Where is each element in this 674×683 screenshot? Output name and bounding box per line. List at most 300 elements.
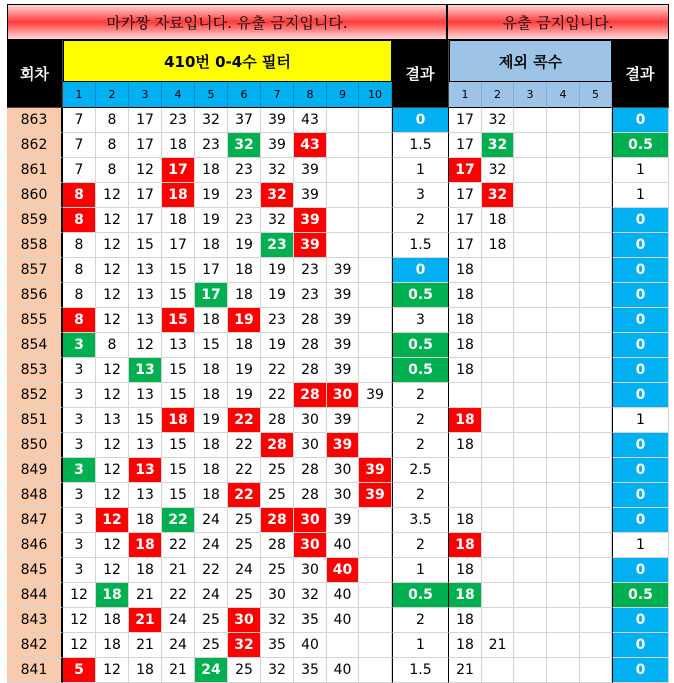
number-cell: 24 [195, 658, 228, 683]
number-cell: 12 [96, 283, 129, 308]
number-cell: 12 [63, 583, 96, 608]
round-cell: 842 [7, 633, 63, 658]
number-cell: 18 [129, 508, 162, 533]
exclude-cell [482, 458, 514, 483]
exclude-cell: 18 [482, 233, 514, 258]
number-cell: 28 [261, 508, 294, 533]
number-cell [359, 183, 392, 208]
number-cell: 22 [228, 433, 261, 458]
number-cell: 39 [327, 508, 359, 533]
exclude-cell [547, 658, 580, 683]
number-cell: 22 [162, 508, 195, 533]
number-cell: 15 [162, 283, 195, 308]
number-cell: 39 [327, 283, 359, 308]
result-cell: 1 [392, 633, 449, 658]
exclude-cell: 21 [482, 633, 514, 658]
number-cell [327, 233, 359, 258]
number-cell: 18 [195, 433, 228, 458]
number-cell [359, 558, 392, 583]
number-cell [359, 158, 392, 183]
exclude-cell: 18 [449, 433, 482, 458]
number-cell: 17 [195, 283, 228, 308]
exclude-cell [482, 383, 514, 408]
number-cell: 17 [195, 258, 228, 283]
exclude-cell: 18 [449, 558, 482, 583]
exclude-cell [514, 108, 547, 133]
number-cell: 13 [129, 258, 162, 283]
round-cell: 856 [7, 283, 63, 308]
result2-cell: 0 [612, 458, 669, 483]
number-cell [359, 433, 392, 458]
exclude-cell [547, 483, 580, 508]
filter-col-number: 3 [129, 82, 162, 108]
result-cell: 2 [392, 208, 449, 233]
filter-col-number: 6 [228, 82, 261, 108]
result-cell: 0.5 [392, 283, 449, 308]
number-cell: 39 [294, 233, 327, 258]
exclude-cell [514, 233, 547, 258]
number-cell: 40 [327, 558, 359, 583]
number-cell: 25 [195, 633, 228, 658]
number-cell [359, 258, 392, 283]
exclude-cell: 17 [449, 133, 482, 158]
exclude-cell: 17 [449, 158, 482, 183]
number-cell: 7 [63, 158, 96, 183]
round-cell: 841 [7, 658, 63, 683]
exclude-cell: 18 [449, 608, 482, 633]
number-cell: 24 [195, 508, 228, 533]
number-cell: 18 [162, 133, 195, 158]
number-cell: 39 [327, 308, 359, 333]
number-cell: 13 [129, 308, 162, 333]
number-cell: 17 [129, 183, 162, 208]
number-cell: 18 [195, 158, 228, 183]
number-cell: 22 [228, 483, 261, 508]
exclude-cell [514, 308, 547, 333]
number-cell: 40 [327, 658, 359, 683]
exclude-cell [547, 433, 580, 458]
number-cell: 30 [294, 433, 327, 458]
exclude-cell [482, 608, 514, 633]
number-cell: 40 [294, 633, 327, 658]
number-cell: 7 [63, 108, 96, 133]
number-cell: 43 [294, 133, 327, 158]
round-cell: 863 [7, 108, 63, 133]
exclude-cell [514, 633, 547, 658]
result2-cell: 0 [612, 483, 669, 508]
exclude-cell [482, 408, 514, 433]
exclude-cell [482, 508, 514, 533]
exclude-cell [514, 133, 547, 158]
exclude-cell [482, 308, 514, 333]
number-cell: 23 [195, 133, 228, 158]
number-cell: 28 [294, 458, 327, 483]
number-cell: 19 [228, 233, 261, 258]
exclude-cell: 18 [449, 508, 482, 533]
exclude-cell [514, 258, 547, 283]
number-cell: 21 [162, 658, 195, 683]
number-cell: 19 [261, 283, 294, 308]
number-cell: 30 [327, 383, 359, 408]
number-cell: 3 [63, 358, 96, 383]
number-cell [327, 133, 359, 158]
header-result1: 결과 [392, 40, 449, 108]
exclude-cell: 32 [482, 108, 514, 133]
exclude-cell [449, 458, 482, 483]
number-cell: 15 [162, 358, 195, 383]
number-cell: 18 [228, 258, 261, 283]
exclude-cell: 18 [449, 633, 482, 658]
number-cell [359, 133, 392, 158]
number-cell: 8 [63, 183, 96, 208]
number-cell: 40 [327, 583, 359, 608]
number-cell [359, 208, 392, 233]
exclude-cell: 18 [449, 258, 482, 283]
number-cell [327, 158, 359, 183]
exclude-cell: 32 [482, 158, 514, 183]
exclude-cell [514, 608, 547, 633]
result2-cell: 0 [612, 108, 669, 133]
number-cell: 19 [228, 308, 261, 333]
number-cell: 12 [96, 533, 129, 558]
result2-cell: 0.5 [612, 133, 669, 158]
number-cell: 3 [63, 408, 96, 433]
number-cell: 8 [96, 158, 129, 183]
exclude-cell [514, 183, 547, 208]
exclude-cell [482, 433, 514, 458]
exclude-cell: 18 [449, 408, 482, 433]
number-cell: 12 [96, 183, 129, 208]
number-cell: 39 [327, 258, 359, 283]
number-cell: 32 [261, 183, 294, 208]
exclude-cell [514, 658, 547, 683]
number-cell: 18 [195, 383, 228, 408]
exclude-cell: 17 [449, 233, 482, 258]
number-cell: 8 [96, 133, 129, 158]
result2-cell: 0 [612, 433, 669, 458]
number-cell: 39 [294, 208, 327, 233]
number-cell: 32 [195, 108, 228, 133]
number-cell: 32 [294, 583, 327, 608]
round-cell: 845 [7, 558, 63, 583]
exclude-col-number: 4 [547, 82, 580, 108]
exclude-cell [547, 583, 580, 608]
number-cell: 13 [129, 383, 162, 408]
result-cell: 1 [392, 158, 449, 183]
number-cell: 25 [195, 608, 228, 633]
exclude-cell [547, 308, 580, 333]
exclude-col-number: 2 [482, 82, 514, 108]
result-cell: 0 [392, 258, 449, 283]
number-cell: 8 [96, 108, 129, 133]
number-cell: 18 [129, 533, 162, 558]
exclude-cell [482, 358, 514, 383]
number-cell: 30 [294, 508, 327, 533]
number-cell: 18 [96, 633, 129, 658]
number-cell [359, 633, 392, 658]
number-cell: 22 [162, 583, 195, 608]
number-cell: 23 [228, 158, 261, 183]
number-cell: 18 [96, 608, 129, 633]
exclude-cell: 18 [449, 533, 482, 558]
number-cell: 18 [195, 308, 228, 333]
number-cell: 40 [327, 533, 359, 558]
number-cell: 19 [228, 358, 261, 383]
exclude-col-number: 3 [514, 82, 547, 108]
exclude-cell [547, 533, 580, 558]
result-cell: 2 [392, 483, 449, 508]
number-cell: 17 [129, 108, 162, 133]
number-cell: 8 [63, 208, 96, 233]
number-cell [359, 608, 392, 633]
result2-cell: 0 [612, 633, 669, 658]
result-cell: 2 [392, 408, 449, 433]
exclude-cell [580, 133, 612, 158]
number-cell: 35 [261, 633, 294, 658]
number-cell [359, 108, 392, 133]
round-cell: 862 [7, 133, 63, 158]
number-cell: 3 [63, 508, 96, 533]
round-cell: 851 [7, 408, 63, 433]
number-cell: 39 [327, 358, 359, 383]
exclude-cell [449, 383, 482, 408]
exclude-cell [580, 233, 612, 258]
number-cell: 24 [228, 558, 261, 583]
exclude-cell [580, 608, 612, 633]
exclude-cell [580, 533, 612, 558]
header-round: 회차 [7, 40, 63, 108]
exclude-cell [482, 483, 514, 508]
number-cell: 21 [129, 583, 162, 608]
exclude-cell [580, 333, 612, 358]
result-cell: 2 [392, 383, 449, 408]
exclude-cell [514, 283, 547, 308]
number-cell: 13 [129, 458, 162, 483]
exclude-cell [547, 608, 580, 633]
number-cell: 28 [294, 383, 327, 408]
exclude-cell: 18 [449, 308, 482, 333]
result2-cell: 0 [612, 658, 669, 683]
number-cell: 15 [162, 483, 195, 508]
number-cell: 35 [294, 608, 327, 633]
number-cell: 22 [228, 408, 261, 433]
result2-cell: 0 [612, 358, 669, 383]
exclude-cell [514, 483, 547, 508]
result2-cell: 0 [612, 258, 669, 283]
number-cell: 28 [261, 408, 294, 433]
number-cell [359, 583, 392, 608]
result2-cell: 0 [612, 308, 669, 333]
number-cell: 5 [63, 658, 96, 683]
number-cell: 25 [228, 658, 261, 683]
number-cell: 22 [162, 533, 195, 558]
exclude-cell [514, 558, 547, 583]
number-cell: 19 [195, 208, 228, 233]
result-cell: 1.5 [392, 133, 449, 158]
number-cell: 19 [228, 383, 261, 408]
exclude-col-number: 1 [449, 82, 482, 108]
number-cell: 18 [162, 183, 195, 208]
number-cell: 15 [162, 433, 195, 458]
result2-cell: 1 [612, 408, 669, 433]
number-cell: 19 [261, 258, 294, 283]
exclude-cell: 17 [449, 208, 482, 233]
number-cell: 3 [63, 558, 96, 583]
number-cell: 12 [96, 383, 129, 408]
number-cell: 30 [261, 583, 294, 608]
number-cell: 18 [96, 583, 129, 608]
number-cell: 17 [129, 133, 162, 158]
number-cell: 8 [63, 283, 96, 308]
number-cell: 28 [261, 533, 294, 558]
number-cell: 24 [195, 533, 228, 558]
number-cell: 28 [294, 358, 327, 383]
number-cell [327, 183, 359, 208]
result2-cell: 1 [612, 533, 669, 558]
number-cell: 21 [129, 633, 162, 658]
round-cell: 859 [7, 208, 63, 233]
result-cell: 2 [392, 533, 449, 558]
number-cell: 23 [261, 308, 294, 333]
number-cell: 13 [129, 283, 162, 308]
exclude-cell [514, 158, 547, 183]
number-cell [359, 233, 392, 258]
number-cell: 39 [327, 408, 359, 433]
exclude-cell [580, 208, 612, 233]
number-cell: 30 [327, 458, 359, 483]
exclude-cell [547, 458, 580, 483]
filter-col-number: 8 [294, 82, 327, 108]
number-cell: 21 [129, 608, 162, 633]
number-cell: 15 [162, 383, 195, 408]
exclude-cell: 18 [449, 333, 482, 358]
number-cell: 21 [162, 558, 195, 583]
number-cell: 15 [129, 408, 162, 433]
number-cell: 13 [129, 358, 162, 383]
exclude-cell [547, 133, 580, 158]
number-cell: 22 [195, 558, 228, 583]
number-cell: 8 [63, 308, 96, 333]
number-cell [359, 508, 392, 533]
result-cell: 0.5 [392, 358, 449, 383]
number-cell: 8 [63, 258, 96, 283]
exclude-cell [547, 633, 580, 658]
number-cell [327, 633, 359, 658]
exclude-cell [580, 483, 612, 508]
number-cell: 39 [294, 158, 327, 183]
number-cell: 39 [359, 483, 392, 508]
exclude-cell [547, 333, 580, 358]
exclude-cell [547, 108, 580, 133]
result-cell: 2 [392, 433, 449, 458]
exclude-cell [547, 358, 580, 383]
exclude-cell: 32 [482, 183, 514, 208]
filter-col-number: 1 [63, 82, 96, 108]
number-cell: 18 [129, 658, 162, 683]
number-cell: 12 [129, 333, 162, 358]
number-cell: 30 [294, 408, 327, 433]
number-cell [359, 333, 392, 358]
number-cell: 15 [162, 458, 195, 483]
filter-col-number: 10 [359, 82, 392, 108]
number-cell: 25 [261, 558, 294, 583]
number-cell: 12 [96, 208, 129, 233]
result2-cell: 0 [612, 208, 669, 233]
number-cell: 12 [96, 258, 129, 283]
number-cell: 24 [162, 633, 195, 658]
exclude-cell [580, 183, 612, 208]
exclude-cell [580, 458, 612, 483]
number-cell: 18 [129, 558, 162, 583]
number-cell: 3 [63, 383, 96, 408]
exclude-cell: 18 [449, 583, 482, 608]
number-cell: 23 [294, 283, 327, 308]
number-cell: 7 [63, 133, 96, 158]
number-cell: 8 [63, 233, 96, 258]
number-cell: 28 [261, 433, 294, 458]
number-cell: 30 [294, 533, 327, 558]
exclude-cell [482, 283, 514, 308]
number-cell: 15 [195, 333, 228, 358]
number-cell: 13 [96, 408, 129, 433]
number-cell: 32 [261, 158, 294, 183]
result-cell: 2.5 [392, 458, 449, 483]
number-cell [359, 308, 392, 333]
exclude-cell [547, 408, 580, 433]
number-cell [327, 208, 359, 233]
exclude-cell [580, 633, 612, 658]
number-cell: 13 [129, 483, 162, 508]
number-cell: 28 [294, 308, 327, 333]
number-cell: 19 [195, 183, 228, 208]
number-cell: 13 [129, 433, 162, 458]
number-cell: 22 [228, 458, 261, 483]
exclude-cell [514, 533, 547, 558]
exclude-cell [580, 383, 612, 408]
exclude-cell [580, 108, 612, 133]
exclude-cell [547, 233, 580, 258]
number-cell: 12 [63, 608, 96, 633]
result2-cell: 0 [612, 508, 669, 533]
exclude-col-number: 5 [580, 82, 612, 108]
round-cell: 853 [7, 358, 63, 383]
number-cell: 18 [162, 408, 195, 433]
round-cell: 849 [7, 458, 63, 483]
round-cell: 855 [7, 308, 63, 333]
exclude-cell [580, 583, 612, 608]
number-cell: 18 [228, 283, 261, 308]
result2-cell: 0 [612, 383, 669, 408]
number-cell: 24 [195, 583, 228, 608]
number-cell [359, 358, 392, 383]
exclude-cell [580, 408, 612, 433]
number-cell: 39 [359, 383, 392, 408]
round-cell: 843 [7, 608, 63, 633]
result-cell: 1.5 [392, 658, 449, 683]
exclude-cell [580, 433, 612, 458]
number-cell: 25 [261, 458, 294, 483]
number-cell: 19 [195, 408, 228, 433]
round-cell: 852 [7, 383, 63, 408]
exclude-cell [547, 283, 580, 308]
round-cell: 860 [7, 183, 63, 208]
exclude-cell [580, 558, 612, 583]
number-cell: 32 [261, 208, 294, 233]
number-cell: 17 [162, 233, 195, 258]
number-cell: 19 [261, 333, 294, 358]
number-cell: 12 [96, 233, 129, 258]
number-cell: 3 [63, 533, 96, 558]
